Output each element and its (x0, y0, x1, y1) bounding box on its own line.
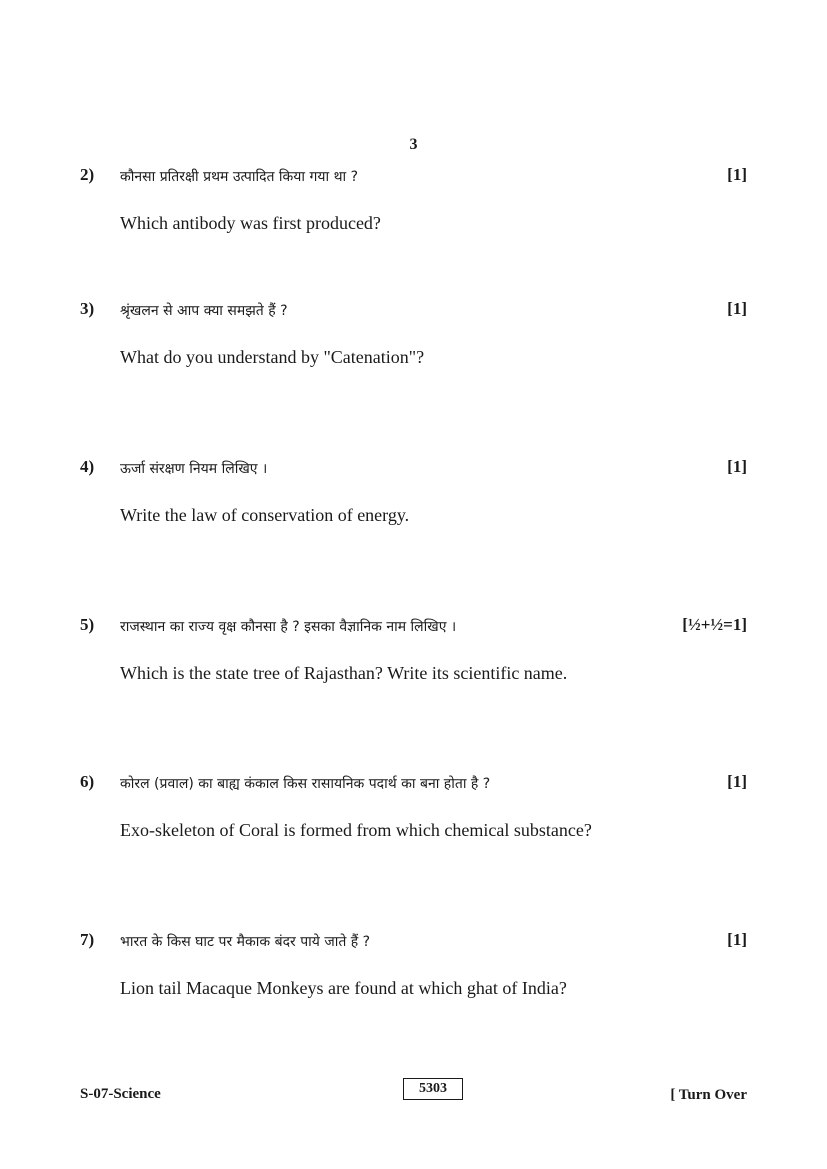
paper-code: S-07-Science (80, 1086, 161, 1102)
paper-number-box: 5303 (403, 1078, 463, 1100)
question-text-hindi: ऊर्जा संरक्षण नियम लिखिए । (120, 461, 268, 477)
question-number: 7) (80, 930, 95, 949)
question-text-hindi: कोरल (प्रवाल) का बाह्य कंकाल किस रासायनिक पदार्थ का बना होता है ? (120, 776, 491, 792)
question-text-hindi: कौनसा प्रतिरक्षी प्रथम उत्पादित किया गया था ? (120, 169, 359, 185)
question-text-hindi: भारत के किस घाट पर मैकाक बंदर पाये जाते हैं ? (120, 934, 371, 950)
question-text-english: Which is the state tree of Rajasthan? Write its scientific name. (120, 663, 568, 683)
question-marks: [1] (727, 165, 747, 184)
question-text-english: Exo-skeleton of Coral is formed from which chemical substance? (120, 820, 592, 840)
question-marks: [1] (727, 457, 747, 476)
question-text-english: Which antibody was first produced? (120, 213, 381, 233)
question-2 (0, 165, 827, 245)
question-5 (0, 615, 827, 695)
question-text-english: Lion tail Macaque Monkeys are found at which ghat of India? (120, 978, 567, 998)
question-number: 3) (80, 299, 95, 318)
question-text-english: Write the law of conservation of energy. (120, 505, 410, 525)
question-number: 4) (80, 457, 95, 476)
question-number: 5) (80, 615, 95, 634)
question-text-english: What do you understand by "Catenation"? (120, 347, 425, 367)
question-number: 6) (80, 772, 95, 791)
question-text-hindi: राजस्थान का राज्य वृक्ष कौनसा है ? इसका वैज्ञानिक नाम लिखिए । (120, 619, 457, 635)
question-number: 2) (80, 165, 95, 184)
question-marks: [1] (727, 299, 747, 318)
question-3 (0, 299, 827, 379)
question-6 (0, 772, 827, 852)
turn-over-label: [ Turn Over (670, 1087, 747, 1103)
question-marks: [1] (727, 930, 747, 949)
question-marks: [½+½=1] (682, 615, 747, 634)
page-number: 3 (409, 136, 418, 153)
question-7 (0, 930, 827, 1010)
question-4 (0, 457, 827, 537)
question-marks: [1] (727, 772, 747, 791)
question-text-hindi: श्रृंखलन से आप क्या समझते हैं ? (120, 303, 288, 319)
